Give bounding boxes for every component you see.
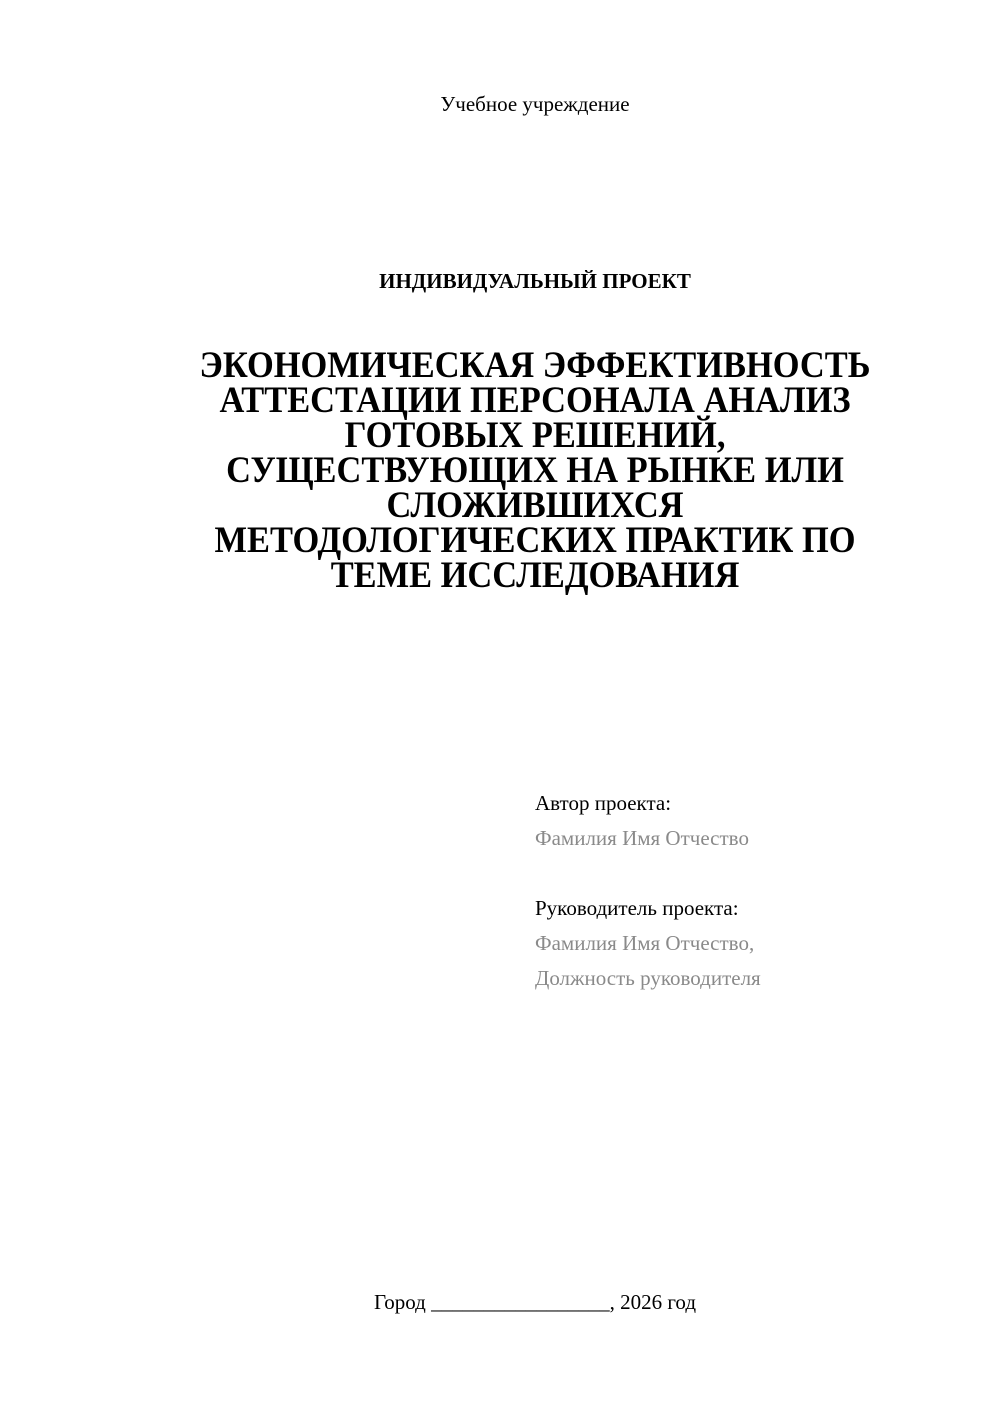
project-title: [0, 345, 1000, 596]
title-line: ГОТОВЫХ РЕШЕНИЙ,: [344, 415, 726, 456]
supervisor-label: Руководитель проекта:: [535, 896, 739, 920]
title-line: ЭКОНОМИЧЕСКАЯ ЭФФЕКТИВНОСТЬ: [199, 345, 871, 386]
supervisor-position: Должность руководителя: [535, 966, 761, 990]
author-label: Автор проекта:: [535, 791, 672, 815]
title-line: МЕТОДОЛОГИЧЕСКИХ ПРАКТИК ПО: [214, 520, 856, 561]
city-year: Город _________________, 2026 год: [373, 1290, 697, 1314]
project-type: ИНДИВИДУАЛЬНЫЙ ПРОЕКТ: [379, 269, 691, 293]
supervisor-block: [535, 891, 761, 996]
institution: Учебное учреждение: [440, 92, 630, 116]
author-name: Фамилия Имя Отчество: [535, 826, 749, 850]
author-block: [535, 786, 749, 856]
title-line: СЛОЖИВШИХСЯ: [386, 485, 684, 526]
title-line: ТЕМЕ ИССЛЕДОВАНИЯ: [330, 555, 740, 596]
supervisor-name: Фамилия Имя Отчество,: [535, 931, 755, 955]
title-line: СУЩЕСТВУЮЩИХ НА РЫНКЕ ИЛИ: [226, 450, 844, 491]
title-line: АТТЕСТАЦИИ ПЕРСОНАЛА АНАЛИЗ: [219, 380, 851, 421]
